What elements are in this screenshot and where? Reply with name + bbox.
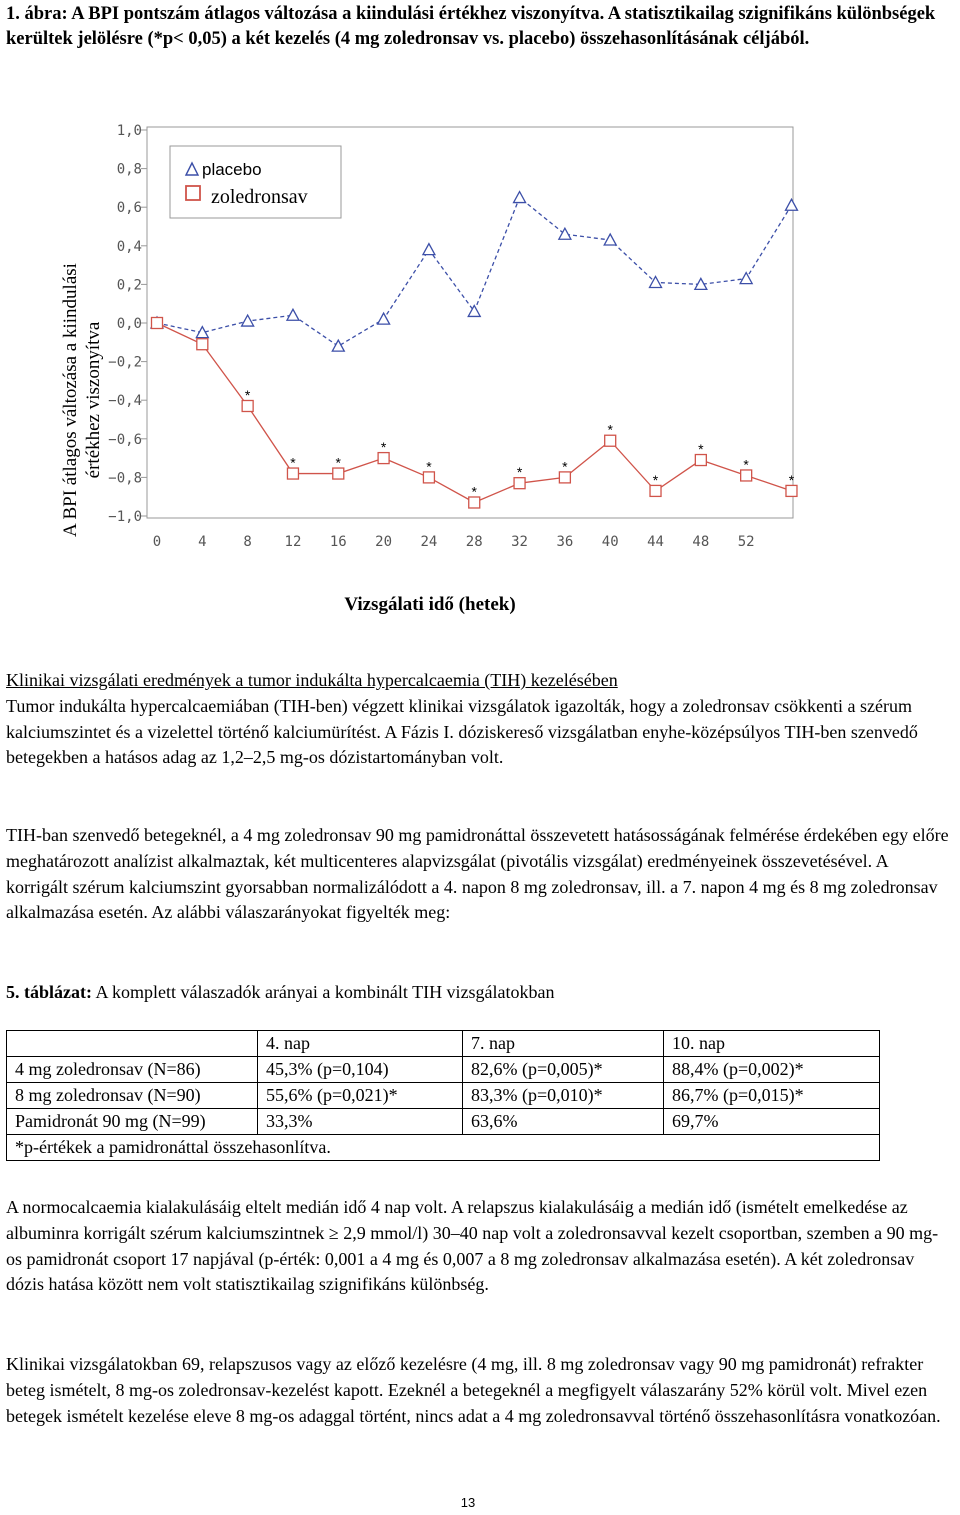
significance-marker: * xyxy=(698,441,704,458)
table-cell: 4 mg zoledronsav (N=86) xyxy=(7,1057,258,1083)
table-row xyxy=(7,1057,880,1083)
x-tick-label: 48 xyxy=(692,534,710,550)
y-axis-label-line1: A BPI átlagos változása a kiindulási xyxy=(60,263,81,537)
paragraph-efficacy xyxy=(6,823,951,926)
y-axis xyxy=(108,123,147,525)
table-cell: 33,3% xyxy=(258,1109,463,1135)
y-tick-label: 1,0 xyxy=(116,123,142,139)
placebo-point xyxy=(423,244,435,255)
greater-equal-symbol: ≥ xyxy=(328,1222,339,1243)
page-number: 13 xyxy=(460,1495,476,1510)
y-tick-label: 0,2 xyxy=(116,277,142,294)
x-tick-label: 28 xyxy=(465,534,483,550)
table-header-row xyxy=(7,1031,880,1057)
paragraph-normocalcaemia-part2: 2,9 mmol/l) 30–40 nap volt a zoledronsavval kezelt csoportban, szemben a 90 mg-os pamidronát csoport 17 napjával (p-érték: 0,001 a 4 mg és 0,007 a 8 mg zoledronsav alkalmazása esetén). A két zoledronsav dózis hatása között nem volt statisztikailag szignifikáns különbség. xyxy=(6,1222,939,1295)
paragraph-retreatment-text: Klinikai vizsgálatokban 69, relapszusos vagy az előző kezelésre (4 mg, ill. 8 mg zoledronsav vagy 90 mg pamidronát) refrakter beteg ismételt, 8 mg-os zoledronsav-kezelést kapott. Ezeknél a betegeknél a megfigyelt válaszarány 52% körül volt. Mivel ezen betegek ismételt kezelése eleve 8 mg-os adaggal történt, nincs adat a 4 mg zoledronsavval történő összehasonlításra vonatkozóan. xyxy=(6,1354,941,1426)
placebo-point xyxy=(785,199,797,210)
table-cell: 55,6% (p=0,021)* xyxy=(258,1083,463,1109)
x-tick-label: 8 xyxy=(243,534,252,550)
response-rate-table xyxy=(6,1030,880,1161)
placebo-point xyxy=(604,234,616,245)
table-title xyxy=(6,979,555,1005)
table-title-text: A komplett válaszadók arányai a kombinált TIH vizsgálatokban xyxy=(91,982,555,1002)
paragraph-normocalcaemia-text xyxy=(6,1195,951,1298)
table-cell: 8 mg zoledronsav (N=90) xyxy=(7,1083,258,1109)
x-tick-label: 52 xyxy=(737,534,755,550)
placebo-point xyxy=(287,309,299,320)
placebo-point xyxy=(514,192,526,203)
table-title-label: 5. táblázat: xyxy=(6,982,92,1002)
legend xyxy=(170,146,341,218)
table-cell: 45,3% (p=0,104) xyxy=(258,1057,463,1083)
placebo-point xyxy=(332,340,344,351)
figure-caption xyxy=(6,2,956,51)
series-layer xyxy=(151,192,797,508)
x-tick-label: 24 xyxy=(420,534,438,550)
significance-marker: * xyxy=(607,421,613,438)
paragraph-tih-body: Tumor indukálta hypercalcaemiában (TIH-ben) végzett klinikai vizsgálatok igazolták, hogy a zoledronsav csökkenti a szérum kalciumszintet és a vizelettel történő kalciumürítést. A Fázis I. dóziskereső vizsgálatban enyhe-középsúlyos TIH-ben szenvedő betegekben a hatásos adag az 1,2–2,5 mg-os dózistartományban volt. xyxy=(6,695,918,768)
y-tick-label: −0,8 xyxy=(108,470,142,487)
legend-label-zoledronsav: zoledronsav xyxy=(211,186,308,208)
zoledronsav-point xyxy=(197,339,208,350)
x-tick-label: 44 xyxy=(647,534,664,550)
significance-marker: * xyxy=(516,464,523,481)
y-axis-label-line2: értékhez viszonyítva xyxy=(83,321,104,479)
significance-marker: * xyxy=(562,458,568,475)
significance-marker: * xyxy=(788,471,795,488)
bpi-chart xyxy=(0,110,960,620)
x-tick-label: 36 xyxy=(556,534,574,550)
placebo-point xyxy=(740,273,752,284)
table-cell: 83,3% (p=0,010)* xyxy=(463,1083,664,1109)
paragraph-normocalcaemia-part1: A normocalcaemia kialakulásáig eltelt medián idő 4 nap volt. A relapszus kialakulásáig a medián idő (ismételt emelkedése az albuminra korrigált szérum kalciumszintnek xyxy=(6,1197,908,1243)
table-header-cell: 4. nap xyxy=(258,1031,463,1057)
placebo-point xyxy=(378,313,390,324)
figure-caption-label: 1. ábra: xyxy=(6,4,68,24)
x-tick-label: 12 xyxy=(284,534,302,550)
x-tick-label: 20 xyxy=(375,534,393,550)
table-cell: 69,7% xyxy=(664,1109,880,1135)
x-axis xyxy=(153,534,755,550)
y-tick-label: 0,8 xyxy=(116,161,142,178)
table-cell: 88,4% (p=0,002)* xyxy=(664,1057,880,1083)
y-tick-label: −1,0 xyxy=(108,509,142,525)
x-tick-label: 4 xyxy=(198,534,207,550)
table-cell: 82,6% (p=0,005)* xyxy=(463,1057,664,1083)
table-cell: 86,7% (p=0,015)* xyxy=(664,1083,880,1109)
y-tick-label: −0,4 xyxy=(108,393,142,410)
paragraph-tih-intro xyxy=(6,668,951,771)
y-tick-label: 0,0 xyxy=(116,316,142,332)
table-row xyxy=(7,1083,880,1109)
significance-marker: * xyxy=(244,386,251,403)
significance-marker: * xyxy=(743,456,749,473)
x-axis-label: Vizsgálati idő (hetek) xyxy=(344,594,516,615)
paragraph-efficacy-text: TIH-ban szenvedő betegeknél, a 4 mg zoledronsav 90 mg pamidronáttal összevetett hatásosságának felmérése érdekében egy előre meghatározott analízist alkalmaztak, két multicenteres alapvizsgálat (pivotális vizsgálat) eredményeinek összevetésével. A korrigált szérum kalciumszint gyorsabban normalizálódott a 4. napon 8 mg zoledronsav, ill. a 7. napon 4 mg és 8 mg zoledronsav alkalmazása esetén. Az alábbi válaszarányokat figyelték meg: xyxy=(6,825,949,923)
zoledronsav-line xyxy=(157,323,791,502)
significance-marker: * xyxy=(290,454,296,471)
table-header-cell: 7. nap xyxy=(463,1031,664,1057)
significance-marker: * xyxy=(335,454,342,471)
placebo-point xyxy=(468,305,480,316)
y-tick-label: −0,6 xyxy=(108,431,142,448)
paragraph-retreatment xyxy=(6,1352,951,1429)
figure-caption-text: A BPI pontszám átlagos változása a kiindulási értékhez viszonyítva. A statisztikailag szignifikáns különbségek kerültek jelölésre (*p< 0,05) a két kezelés (4 mg zoledronsav vs. placebo) összehasonlításának céljából. xyxy=(6,4,936,49)
legend-label-placebo: placebo xyxy=(202,160,262,179)
x-tick-label: 40 xyxy=(601,534,619,550)
significance-marker: * xyxy=(426,458,432,475)
y-tick-label: 0,4 xyxy=(116,238,142,255)
significance-marker: * xyxy=(380,439,387,456)
table-cell: 63,6% xyxy=(463,1109,664,1135)
zoledronsav-point xyxy=(152,318,163,329)
significance-marker: * xyxy=(652,471,659,488)
table-footnote-row xyxy=(7,1135,880,1161)
placebo-point xyxy=(242,315,254,326)
y-tick-label: 0,6 xyxy=(116,200,142,217)
paragraph-normocalcaemia xyxy=(6,1195,951,1298)
table-header-cell: 10. nap xyxy=(664,1031,880,1057)
x-tick-label: 0 xyxy=(152,534,162,550)
table-row xyxy=(7,1109,880,1135)
section-heading: Klinikai vizsgálati eredmények a tumor indukálta hypercalcaemia (TIH) kezelésében xyxy=(6,670,618,690)
x-tick-label: 16 xyxy=(329,534,347,550)
table-footnote: *p-értékek a pamidronáttal összehasonlítva. xyxy=(7,1135,880,1161)
table-header-cell xyxy=(7,1031,258,1057)
significance-marker: * xyxy=(471,483,477,500)
table-cell: Pamidronát 90 mg (N=99) xyxy=(7,1109,258,1135)
y-tick-label: −0,2 xyxy=(108,354,142,371)
placebo-point xyxy=(559,228,571,239)
x-tick-label: 32 xyxy=(511,534,528,550)
